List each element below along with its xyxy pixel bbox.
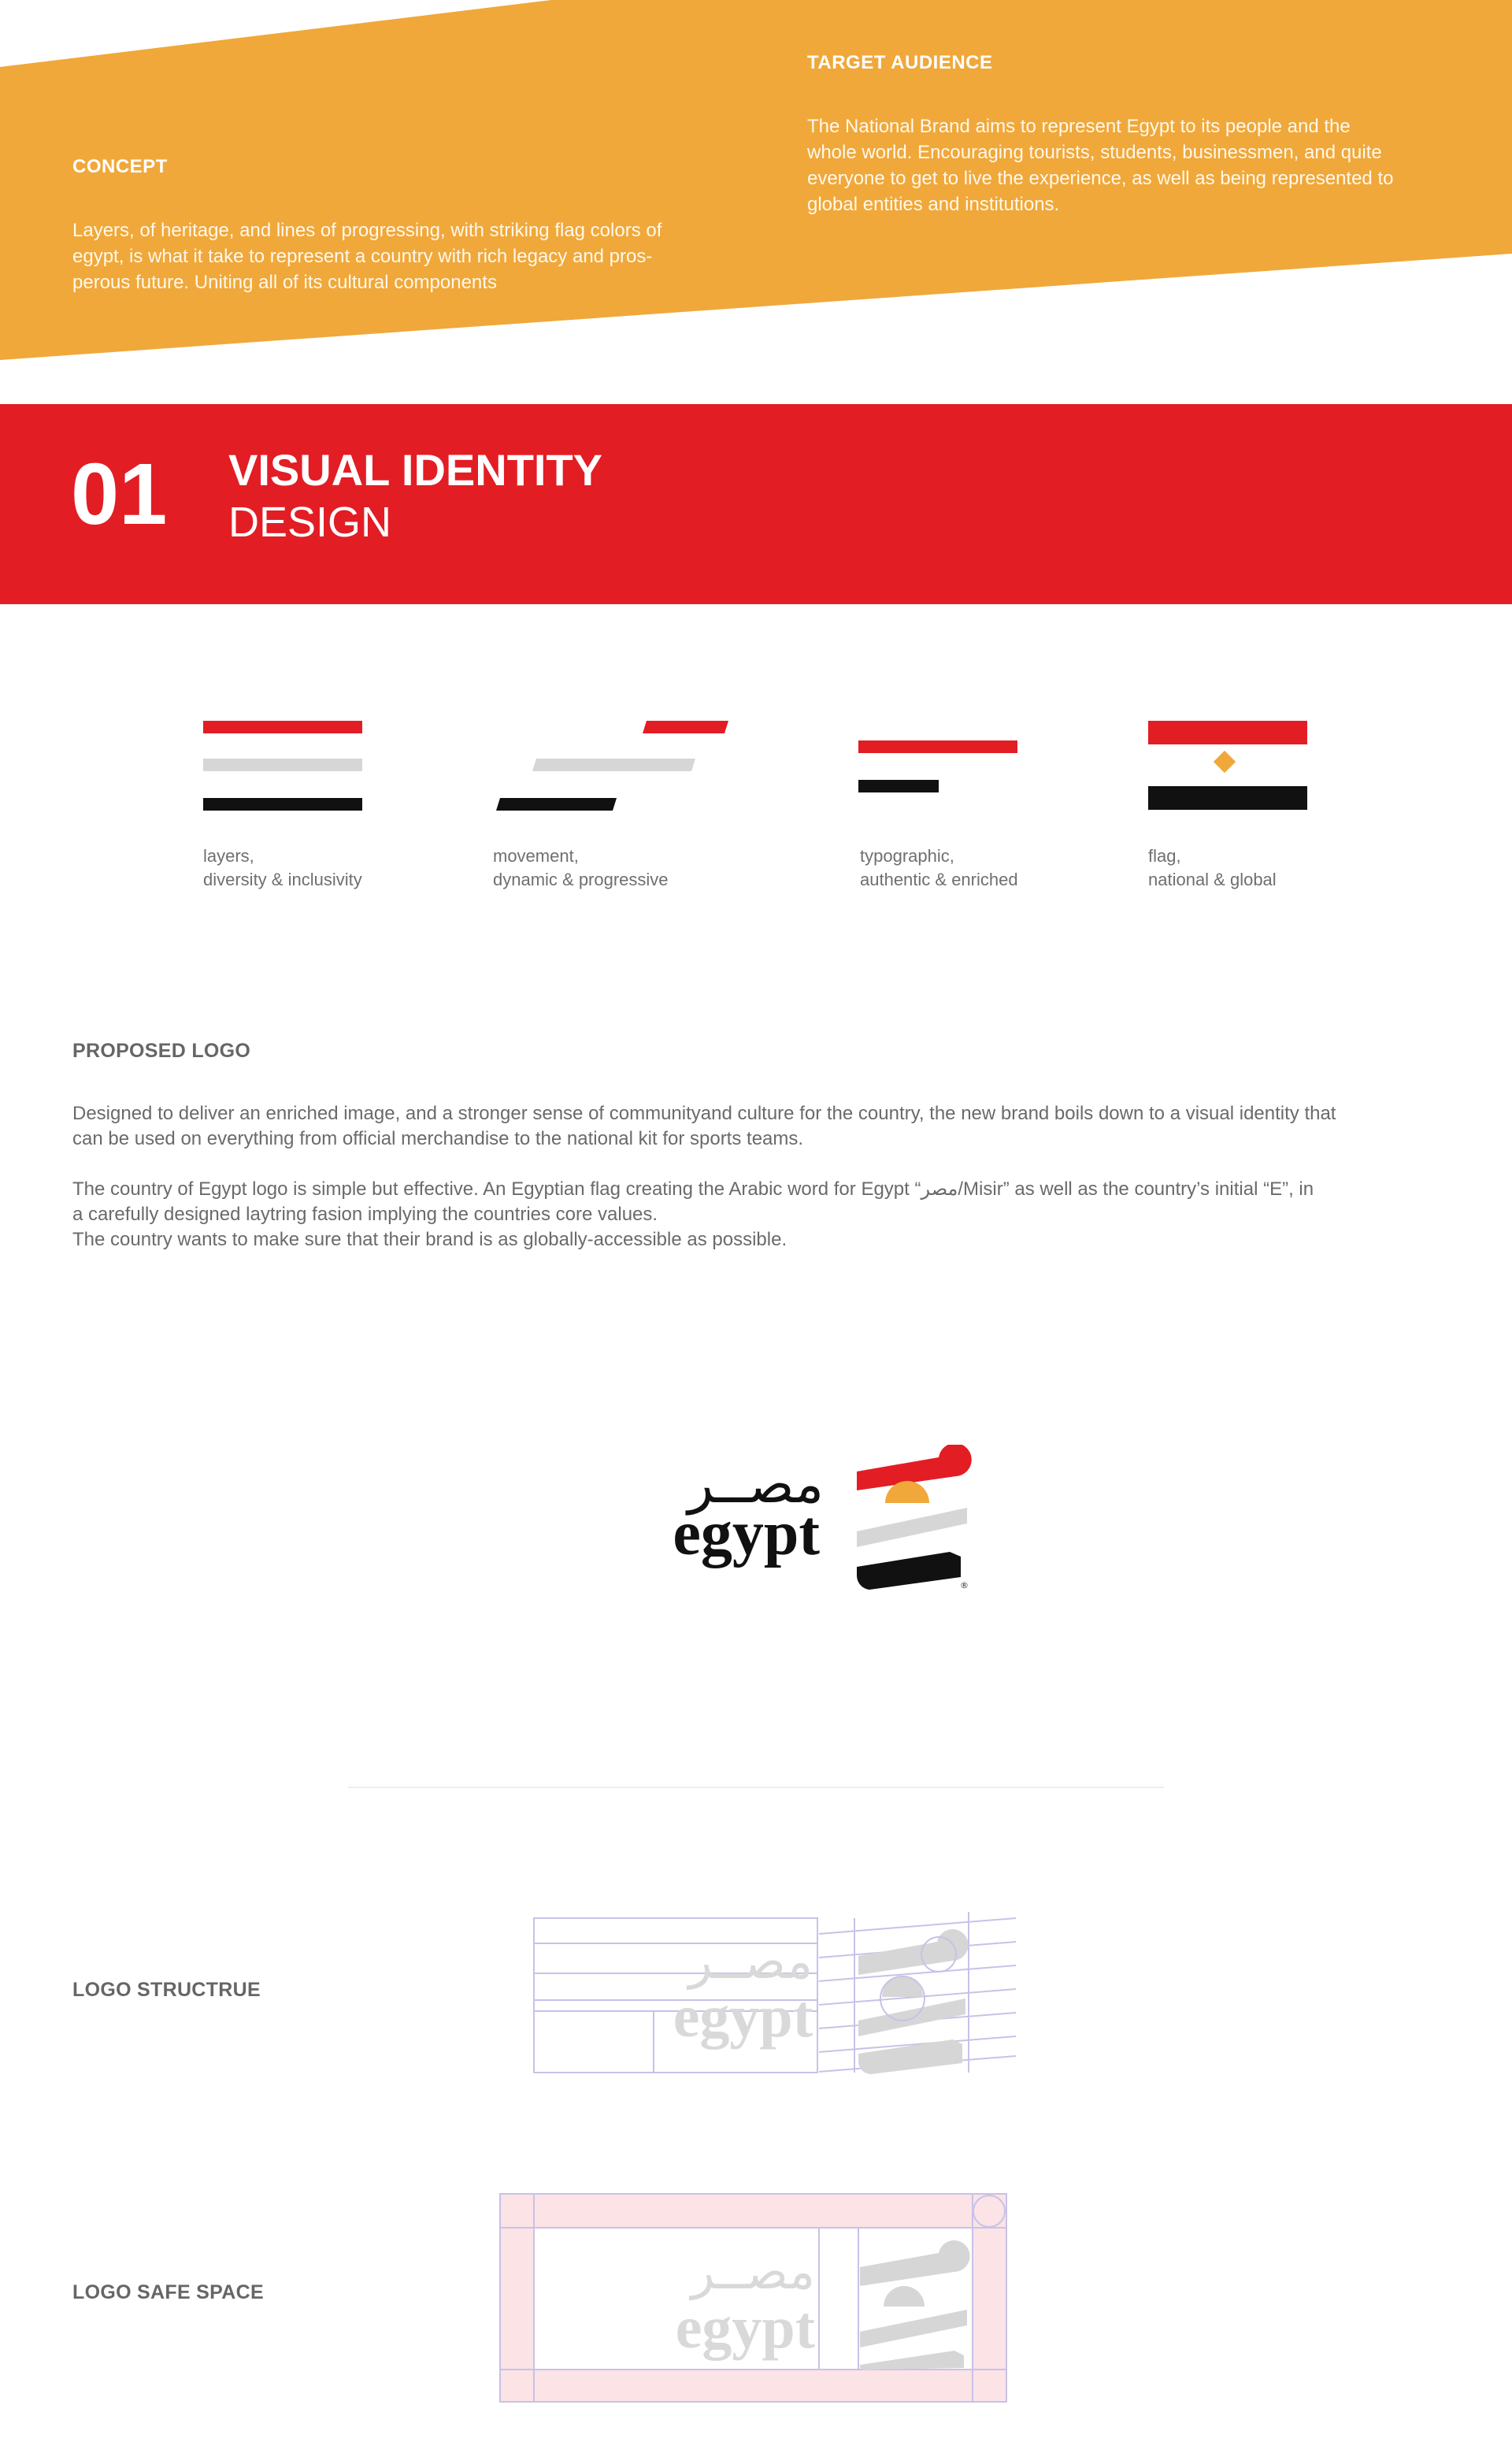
logo-structure-heading: LOGO STRUCTRUE <box>72 1979 261 2001</box>
audience-line: The National Brand aims to represent Egypt to its people and the <box>807 116 1351 137</box>
proposed-logo-paragraph-1 <box>72 1101 1458 1152</box>
concept-caption-layers <box>203 844 362 892</box>
target-audience-text <box>807 113 1437 217</box>
section-subtitle: DESIGN <box>228 499 392 546</box>
concept-heading: CONCEPT <box>72 156 168 177</box>
concept-text <box>72 217 718 295</box>
proposed-logo-heading: PROPOSED LOGO <box>72 1040 251 1062</box>
section-title: VISUAL IDENTITY <box>228 445 603 495</box>
concept-caption-typographic <box>860 844 1018 892</box>
safe-latin-wordmark: egypt <box>675 2295 815 2361</box>
logo-safe-space-diagram <box>496 2190 1016 2410</box>
proposed-logo-paragraph-2 <box>72 1177 1458 1253</box>
structure-arabic-wordmark: مصــر <box>688 1932 813 1990</box>
caption-line: flag, <box>1148 846 1181 866</box>
audience-line: everyone to get to live the experience, as well as being represented to <box>807 168 1394 189</box>
logo-structure-diagram <box>528 1910 1032 2084</box>
structure-latin-wordmark: egypt <box>673 1984 813 2050</box>
paragraph-line: The country wants to make sure that their brand is as globally-accessible as possible. <box>72 1229 788 1250</box>
registered-mark: ® <box>960 1580 969 1590</box>
layers-concept-icon <box>203 721 369 811</box>
arabic-wordmark: مصــر <box>687 1453 824 1516</box>
latin-wordmark: egypt <box>673 1499 820 1568</box>
movement-concept-icon <box>492 721 736 811</box>
audience-line: global entities and institutions. <box>807 194 1060 215</box>
egypt-e-symbol <box>854 1445 980 1594</box>
paragraph-line: Designed to deliver an enriched image, and a stronger sense of communityand culture for the country, the new brand boils down to a visual identity that <box>72 1103 1336 1124</box>
concept-line: Layers, of heritage, and lines of progressing, with striking flag colors of <box>72 220 662 241</box>
paragraph-line: a carefully designed laytring fasion implying the countries core values. <box>72 1204 658 1225</box>
concept-caption-movement <box>493 844 669 892</box>
concept-caption-flag <box>1148 844 1277 892</box>
paragraph-line: The country of Egypt logo is simple but effective. An Egyptian flag creating the Arabic word for Egypt “مصر/Misir” as well as the country’s initial “E”, in <box>72 1178 1314 1200</box>
typographic-concept-icon <box>858 740 1024 796</box>
logo-safe-space-heading: LOGO SAFE SPACE <box>72 2281 264 2303</box>
target-audience-heading: TARGET AUDIENCE <box>807 52 993 73</box>
paragraph-line: can be used on everything from official merchandise to the national kit for sports teams. <box>72 1128 804 1149</box>
caption-line: authentic & enriched <box>860 870 1018 889</box>
section-header-band <box>0 404 1512 604</box>
concept-line: egypt, is what it take to represent a country with rich legacy and pros- <box>72 246 653 267</box>
audience-line: whole world. Encouraging tourists, students, businessmen, and quite <box>807 142 1382 163</box>
caption-line: movement, <box>493 846 579 866</box>
caption-line: dynamic & progressive <box>493 870 669 889</box>
caption-line: diversity & inclusivity <box>203 870 362 889</box>
section-number: 01 <box>71 446 168 543</box>
caption-line: national & global <box>1148 870 1277 889</box>
caption-line: typographic, <box>860 846 954 866</box>
structure-e-symbol <box>858 1929 969 2074</box>
section-divider <box>348 1787 1164 1788</box>
safe-arabic-wordmark: مصــر <box>691 2243 815 2300</box>
caption-line: layers, <box>203 846 254 866</box>
concept-line: perous future. Uniting all of its cultural components <box>72 272 497 293</box>
flag-concept-icon <box>1148 721 1310 811</box>
egypt-wordmark <box>532 1453 824 1572</box>
